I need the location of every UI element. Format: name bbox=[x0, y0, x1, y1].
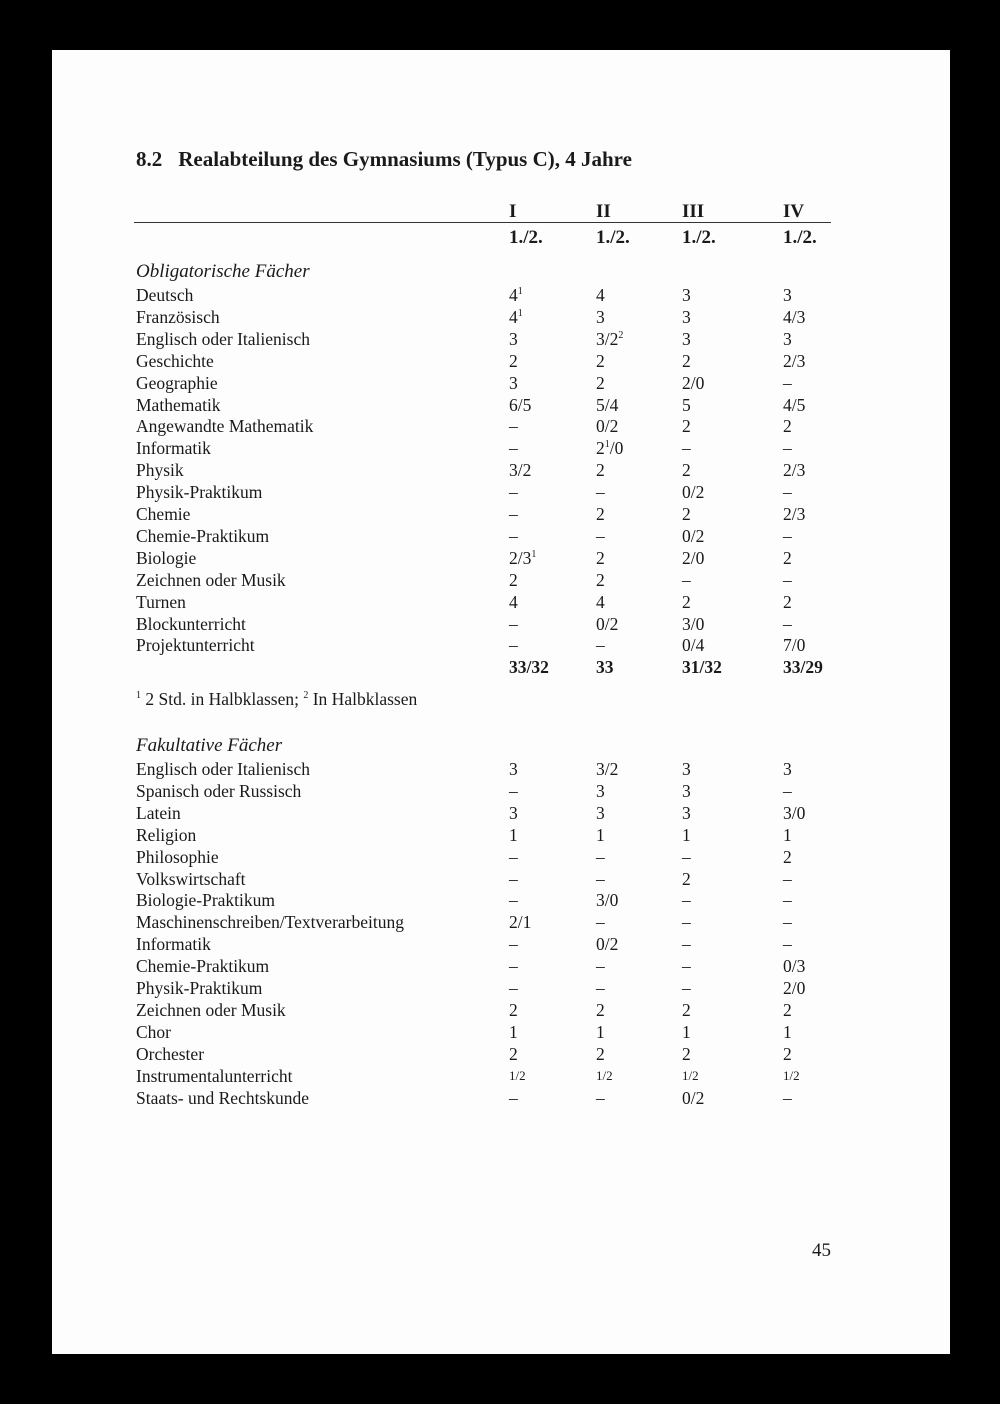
hours-year-1: 3 bbox=[509, 328, 518, 349]
hours-year-3: 0/2 bbox=[682, 482, 705, 503]
hours-year-1: – bbox=[509, 438, 518, 459]
hours-year-3: 0/2 bbox=[682, 525, 705, 546]
hours-year-4: 4/5 bbox=[783, 394, 806, 415]
column-header-year-4: IV bbox=[783, 201, 805, 222]
hours-year-1: 2 bbox=[509, 350, 518, 371]
hours-year-3: 3 bbox=[682, 328, 691, 349]
optional-subject-row bbox=[52, 889, 950, 911]
hours-year-4: 2/0 bbox=[783, 978, 806, 998]
column-header-semester-2: 1./2. bbox=[596, 227, 630, 248]
hours-year-2: 5/4 bbox=[596, 394, 619, 415]
obligatory-subject-row bbox=[52, 328, 950, 350]
column-header-year-2: II bbox=[596, 201, 611, 222]
hours-year-4: 0/3 bbox=[783, 956, 806, 977]
hours-year-1: – bbox=[509, 416, 518, 437]
optional-subject-row bbox=[52, 911, 950, 933]
subject-name: Zeichnen oder Musik bbox=[136, 569, 286, 590]
hours-year-1: $4^1$ bbox=[509, 306, 523, 327]
hours-year-3: 2 bbox=[682, 416, 691, 437]
hours-year-3: 3 bbox=[682, 759, 691, 779]
hours-year-4: – bbox=[783, 934, 792, 955]
hours-year-2: 3/0 bbox=[596, 890, 619, 911]
hours-year-4: – bbox=[783, 890, 792, 911]
hours-year-1: – bbox=[509, 1087, 518, 1108]
subject-name: Chemie-Praktikum bbox=[136, 956, 270, 977]
hours-year-3: 2/0 bbox=[682, 372, 705, 393]
hours-year-3: – bbox=[682, 934, 691, 955]
hours-year-1: – bbox=[509, 934, 518, 955]
hours-year-3: 2 bbox=[682, 999, 691, 1020]
optional-subject-row bbox=[52, 1065, 950, 1087]
hours-year-3: – bbox=[682, 569, 691, 590]
subject-name: Staats- und Rechtskunde bbox=[136, 1087, 310, 1108]
optional-subject-row bbox=[52, 846, 950, 868]
obligatory-subject-row bbox=[52, 613, 950, 635]
hours-year-4: 2 bbox=[783, 591, 792, 612]
hours-year-1: – bbox=[509, 956, 518, 977]
obligatory-subject-row bbox=[52, 591, 950, 613]
hours-year-3: 5 bbox=[682, 394, 691, 415]
hours-year-1: 1/2 bbox=[509, 1067, 526, 1083]
subject-name: Physik-Praktikum bbox=[136, 482, 263, 503]
hours-year-1: – bbox=[509, 635, 518, 656]
hours-year-2: 3 bbox=[596, 802, 605, 823]
hours-year-4: 7/0 bbox=[783, 635, 806, 656]
hours-year-2: – bbox=[596, 978, 605, 998]
obligatory-subject-row bbox=[52, 459, 950, 481]
optional-subject-row bbox=[52, 1021, 950, 1043]
hours-year-2: 1 bbox=[596, 1021, 605, 1042]
hours-year-4: 2 bbox=[783, 846, 792, 867]
hours-year-3: – bbox=[682, 438, 691, 459]
hours-year-2: – bbox=[596, 1087, 605, 1108]
hours-year-2: 2 bbox=[596, 999, 605, 1020]
hours-year-2: 2 bbox=[596, 372, 605, 393]
hours-year-3: 2 bbox=[682, 591, 691, 612]
hours-year-2: 2 bbox=[596, 460, 605, 481]
hours-year-2: 2 bbox=[596, 1043, 605, 1064]
hours-year-1: – bbox=[509, 525, 518, 546]
hours-year-1: 4 bbox=[509, 591, 518, 612]
column-header-semester-4: 1./2. bbox=[783, 227, 817, 248]
hours-year-1: – bbox=[509, 504, 518, 524]
hours-year-1: – bbox=[509, 613, 518, 634]
hours-year-3: 2 bbox=[682, 350, 691, 371]
subject-name: Physik bbox=[136, 460, 184, 481]
hours-year-3: 3 bbox=[682, 285, 691, 305]
obligatory-subject-row bbox=[52, 394, 950, 416]
page-number: 45 bbox=[812, 1240, 831, 1261]
optional-subjects-heading: Fakultative Fächer bbox=[136, 735, 283, 756]
header-rule bbox=[134, 222, 831, 223]
subject-name: Französisch bbox=[136, 306, 220, 327]
hours-year-1: 2 bbox=[509, 1043, 518, 1064]
hours-year-3: 2 bbox=[682, 504, 691, 524]
subject-name: Geographie bbox=[136, 372, 218, 393]
optional-subject-row bbox=[52, 802, 950, 824]
hours-year-3: 3 bbox=[682, 780, 691, 801]
total-year-2: 33 bbox=[596, 657, 614, 678]
hours-year-2: 4 bbox=[596, 591, 605, 612]
obligatory-subject-row bbox=[52, 569, 950, 591]
hours-year-4: 3/0 bbox=[783, 802, 806, 823]
totals-row bbox=[52, 656, 950, 678]
column-header-year-3: III bbox=[682, 201, 705, 222]
hours-year-2: – bbox=[596, 846, 605, 867]
hours-year-4: 1/2 bbox=[783, 1067, 800, 1083]
obligatory-subjects-heading: Obligatorische Fächer bbox=[136, 261, 310, 282]
subject-name: Deutsch bbox=[136, 285, 194, 305]
hours-year-4: – bbox=[783, 780, 792, 801]
column-header-semester-1: 1./2. bbox=[509, 227, 543, 248]
hours-year-4: 2/3 bbox=[783, 460, 806, 481]
footnote-text-1: 2 Std. in Halbklassen; bbox=[141, 689, 304, 709]
hours-year-4: 2 bbox=[783, 547, 792, 568]
hours-year-1: 1 bbox=[509, 1021, 518, 1042]
hours-year-1: – bbox=[509, 868, 518, 889]
hours-year-1: 3 bbox=[509, 372, 518, 393]
section-heading bbox=[136, 147, 632, 172]
subject-name: Spanisch oder Russisch bbox=[136, 780, 302, 801]
hours-year-3: 3 bbox=[682, 306, 691, 327]
subject-name: Chemie-Praktikum bbox=[136, 525, 270, 546]
obligatory-subject-row bbox=[52, 284, 950, 306]
hours-year-3: 0/4 bbox=[682, 635, 705, 656]
hours-year-4: 4/3 bbox=[783, 306, 806, 327]
total-year-3: 31/32 bbox=[682, 657, 722, 678]
total-year-4: 33/29 bbox=[783, 657, 823, 678]
optional-subject-row bbox=[52, 933, 950, 955]
hours-year-4: – bbox=[783, 868, 792, 889]
obligatory-subject-row bbox=[52, 503, 950, 525]
hours-year-2: 2 bbox=[596, 547, 605, 568]
hours-year-4: 2 bbox=[783, 1043, 792, 1064]
obligatory-subject-row bbox=[52, 547, 950, 569]
hours-year-1: 2 bbox=[509, 569, 518, 590]
hours-year-2: – bbox=[596, 635, 605, 656]
optional-subject-row bbox=[52, 955, 950, 977]
subject-name: Blockunterricht bbox=[136, 613, 246, 634]
hours-year-2: – bbox=[596, 525, 605, 546]
hours-year-2: – bbox=[596, 956, 605, 977]
section-title: Realabteilung des Gymnasiums (Typus C), 4 Jahre bbox=[178, 147, 632, 171]
hours-year-3: 1/2 bbox=[682, 1067, 699, 1083]
hours-year-3: – bbox=[682, 912, 691, 933]
hours-year-2: 3 bbox=[596, 306, 605, 327]
subject-name: Mathematik bbox=[136, 394, 221, 415]
hours-year-4: – bbox=[783, 613, 792, 634]
hours-year-2: – bbox=[596, 482, 605, 503]
optional-subject-row bbox=[52, 868, 950, 890]
hours-year-3: 2 bbox=[682, 868, 691, 889]
subject-name: Angewandte Mathematik bbox=[136, 416, 314, 437]
hours-year-2: 2 bbox=[596, 350, 605, 371]
hours-year-3: – bbox=[682, 846, 691, 867]
hours-year-4: 2 bbox=[783, 416, 792, 437]
obligatory-subject-row bbox=[52, 350, 950, 372]
hours-year-4: – bbox=[783, 482, 792, 503]
hours-year-1: 2 bbox=[509, 999, 518, 1020]
hours-year-1: – bbox=[509, 482, 518, 503]
column-header-year-1: I bbox=[509, 201, 517, 222]
footnote-mark-2: 2 bbox=[303, 690, 309, 701]
hours-year-1: 6/5 bbox=[509, 394, 532, 415]
hours-year-4: 2 bbox=[783, 999, 792, 1020]
optional-subject-row bbox=[52, 824, 950, 846]
hours-year-1: – bbox=[509, 978, 518, 998]
subject-name: Turnen bbox=[136, 591, 186, 612]
hours-year-2: 2 bbox=[596, 569, 605, 590]
document-page bbox=[52, 50, 950, 1354]
subject-name: Geschichte bbox=[136, 350, 214, 371]
optional-subject-row bbox=[52, 999, 950, 1021]
hours-year-3: 0/2 bbox=[682, 1087, 705, 1108]
hours-year-4: 2/3 bbox=[783, 504, 806, 524]
hours-year-4: – bbox=[783, 372, 792, 393]
optional-subject-row bbox=[52, 780, 950, 802]
obligatory-subject-row bbox=[52, 306, 950, 328]
subject-name: Orchester bbox=[136, 1043, 205, 1064]
hours-year-4: – bbox=[783, 525, 792, 546]
hours-year-4: 1 bbox=[783, 1021, 792, 1042]
hours-year-2: $3/2^2$ bbox=[596, 328, 624, 349]
hours-year-3: 2/0 bbox=[682, 547, 705, 568]
hours-year-2: $2^1/0$ bbox=[596, 438, 624, 459]
hours-year-3: – bbox=[682, 978, 691, 998]
optional-subject-row bbox=[52, 1043, 950, 1065]
subject-name: Volkswirtschaft bbox=[136, 868, 246, 889]
hours-year-2: 1/2 bbox=[596, 1067, 613, 1083]
hours-year-1: – bbox=[509, 780, 518, 801]
obligatory-subject-row bbox=[52, 415, 950, 437]
subject-name: Englisch oder Italienisch bbox=[136, 759, 310, 779]
hours-year-3: – bbox=[682, 890, 691, 911]
hours-year-4: – bbox=[783, 912, 792, 933]
subject-name: Informatik bbox=[136, 934, 211, 955]
hours-year-3: 3/0 bbox=[682, 613, 705, 634]
hours-year-3: 1 bbox=[682, 824, 691, 845]
subject-name: Philosophie bbox=[136, 846, 219, 867]
hours-year-4: 3 bbox=[783, 285, 792, 305]
hours-year-4: 2/3 bbox=[783, 350, 806, 371]
hours-year-1: $4^1$ bbox=[509, 285, 523, 305]
hours-year-2: 3/2 bbox=[596, 759, 619, 779]
hours-year-3: 3 bbox=[682, 802, 691, 823]
hours-year-3: 2 bbox=[682, 1043, 691, 1064]
hours-year-4: – bbox=[783, 438, 792, 459]
optional-subject-row bbox=[52, 977, 950, 999]
hours-year-1: – bbox=[509, 846, 518, 867]
hours-year-4: 1 bbox=[783, 824, 792, 845]
footnote bbox=[136, 689, 417, 710]
obligatory-subject-row bbox=[52, 437, 950, 459]
hours-year-1: 2/1 bbox=[509, 912, 532, 933]
total-year-1: 33/32 bbox=[509, 657, 549, 678]
hours-year-1: – bbox=[509, 890, 518, 911]
hours-year-2: 1 bbox=[596, 824, 605, 845]
hours-year-1: 3 bbox=[509, 802, 518, 823]
subject-name: Religion bbox=[136, 824, 197, 845]
hours-year-1: $2/3^1$ bbox=[509, 547, 537, 568]
subject-name: Latein bbox=[136, 802, 181, 823]
optional-subject-row bbox=[52, 1087, 950, 1109]
obligatory-subject-row bbox=[52, 481, 950, 503]
column-header-semester-3: 1./2. bbox=[682, 227, 716, 248]
footnote-text-2: In Halbklassen bbox=[308, 689, 418, 709]
hours-year-4: – bbox=[783, 569, 792, 590]
obligatory-subject-row bbox=[52, 634, 950, 656]
hours-year-2: 2 bbox=[596, 504, 605, 524]
hours-year-2: 0/2 bbox=[596, 934, 619, 955]
hours-year-2: – bbox=[596, 868, 605, 889]
hours-year-2: 0/2 bbox=[596, 613, 619, 634]
obligatory-subject-row bbox=[52, 372, 950, 394]
subject-name: Physik-Praktikum bbox=[136, 978, 263, 998]
subject-name: Biologie bbox=[136, 547, 197, 568]
subject-name: Chor bbox=[136, 1021, 171, 1042]
hours-year-1: 3/2 bbox=[509, 460, 532, 481]
subject-name: Maschinenschreiben/Textverarbeitung bbox=[136, 912, 404, 933]
obligatory-subject-row bbox=[52, 525, 950, 547]
subject-name: Projektunterricht bbox=[136, 635, 255, 656]
hours-year-4: – bbox=[783, 1087, 792, 1108]
hours-year-3: 1 bbox=[682, 1021, 691, 1042]
subject-name: Informatik bbox=[136, 438, 211, 459]
hours-year-1: 3 bbox=[509, 759, 518, 779]
hours-year-3: 2 bbox=[682, 460, 691, 481]
optional-subject-row bbox=[52, 758, 950, 780]
hours-year-2: – bbox=[596, 912, 605, 933]
subject-name: Chemie bbox=[136, 504, 191, 524]
hours-year-4: 3 bbox=[783, 328, 792, 349]
subject-name: Zeichnen oder Musik bbox=[136, 999, 286, 1020]
hours-year-3: – bbox=[682, 956, 691, 977]
hours-year-4: 3 bbox=[783, 759, 792, 779]
hours-year-1: 1 bbox=[509, 824, 518, 845]
section-number: 8.2 bbox=[136, 147, 163, 171]
hours-year-2: 0/2 bbox=[596, 416, 619, 437]
subject-name: Instrumentalunterricht bbox=[136, 1065, 293, 1086]
hours-year-2: 3 bbox=[596, 780, 605, 801]
subject-name: Biologie-Praktikum bbox=[136, 890, 276, 911]
hours-year-2: 4 bbox=[596, 285, 605, 305]
footnote-mark-1: 1 bbox=[136, 690, 141, 701]
subject-name: Englisch oder Italienisch bbox=[136, 328, 310, 349]
